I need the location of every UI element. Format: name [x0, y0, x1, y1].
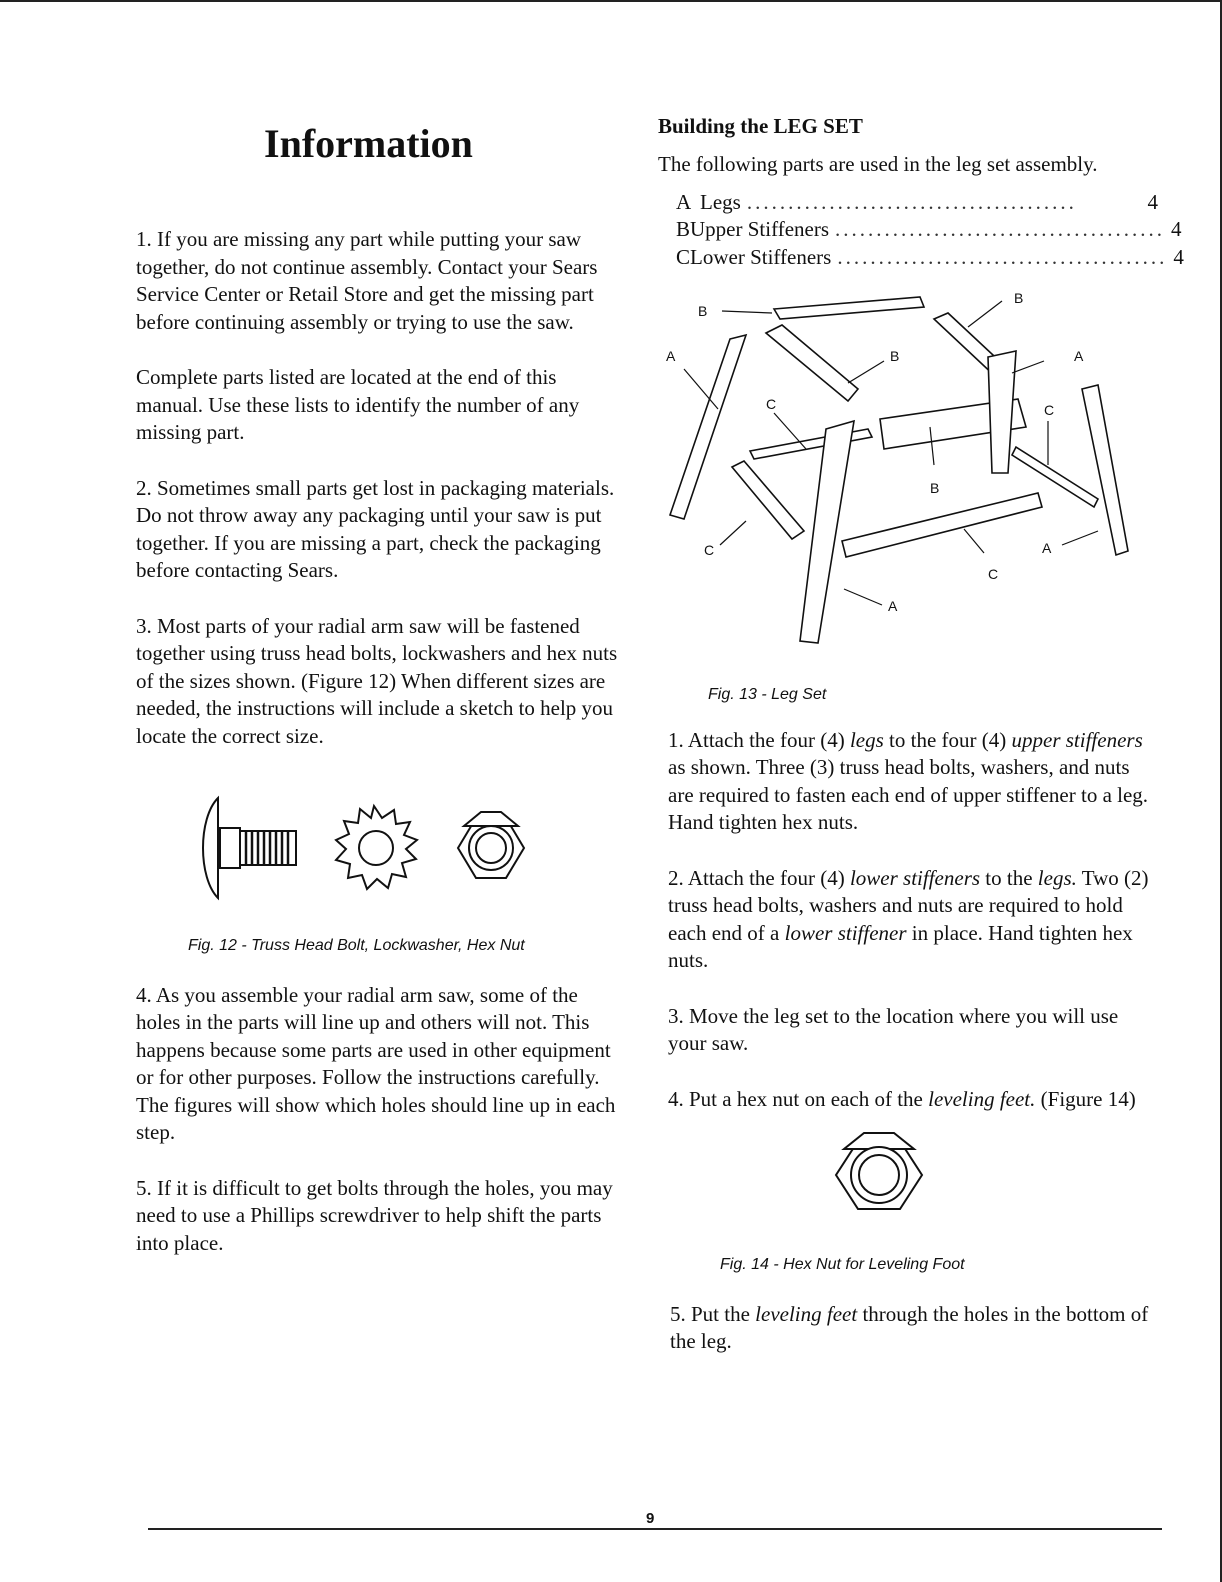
label-a: A	[1042, 540, 1052, 556]
parts-intro: The following parts are used in the leg set assembly.	[658, 152, 1098, 176]
lower-stiffener-part	[750, 429, 872, 459]
label-b: B	[930, 480, 940, 496]
top-border	[0, 0, 1222, 2]
step-5: 5. Put the leveling feet through the holes in the bottom of the leg.	[670, 1301, 1149, 1353]
upper-stiffener-part	[774, 297, 924, 319]
bolt-washer-nut-illustration	[136, 778, 626, 918]
step-1: 1. Attach the four (4) legs to the four (4) upper stiffeners as shown. Three (3) truss head bolts, washers, and nuts are required to fasten each end of upper stiffener to a leg. Hand tighten hex nuts.	[668, 727, 1149, 834]
leg-part	[1082, 385, 1128, 555]
lockwasher-icon	[336, 806, 417, 889]
upper-stiffener-part	[766, 325, 858, 401]
hex-nut-icon	[836, 1133, 922, 1209]
info-paragraph-3: 2. Sometimes small parts get lost in packaging materials. Do not throw away any packaging until your saw is put together. If you are missing a part, check the packaging before contacting Sears.	[136, 475, 615, 582]
info-paragraph-2: Complete parts listed are located at the end of this manual. Use these lists to identify the number of any missing part.	[136, 365, 580, 444]
left-column	[136, 118, 626, 1285]
truss-head-bolt-icon	[203, 798, 296, 898]
info-paragraph-6: 5. If it is difficult to get bolts through the holes, you may need to use a Phillips screwdriver to help shift the parts into place.	[136, 1175, 613, 1255]
figure-12	[136, 778, 626, 960]
part-row-lower-stiffeners: C Lower Stiffeners ........................................ 4	[676, 244, 1184, 269]
label-c: C	[704, 542, 715, 558]
step-3: 3. Move the leg set to the location where you will use your saw.	[668, 1003, 1119, 1055]
page-title: Information	[264, 121, 473, 166]
info-paragraph-5: 4. As you assemble your radial arm saw, some of the holes in the parts will line up and others will not. This happens because some parts are used in other equipment or for other purposes. Follow the instructions carefully. The figures will show which holes should line up in each step.	[136, 982, 616, 1144]
label-b: B	[890, 348, 900, 364]
footer-rule	[148, 1528, 1162, 1530]
label-c: C	[1044, 402, 1055, 418]
lower-stiffener-part	[732, 461, 804, 539]
step-2: 2. Attach the four (4) lower stiffeners to the legs. Two (2) truss head bolts, washers and nuts are required to hold each end of a lower stiffener in place. Hand tighten hex nuts.	[668, 865, 1149, 972]
hex-nut-leveling-foot-illustration	[658, 1121, 1158, 1221]
page-number: 9	[646, 1510, 655, 1527]
info-paragraph-1: 1. If you are missing any part while putting your saw together, do not continue assembly. Contact your Sears Service Center or Retail Store and get the missing part before continuing assembly or trying to use the saw.	[136, 227, 598, 334]
hex-nut-icon	[458, 812, 524, 878]
label-c: C	[766, 396, 777, 412]
leg-part	[670, 335, 746, 519]
parts-list	[676, 189, 1184, 272]
label-a: A	[1074, 348, 1084, 364]
label-b: B	[698, 303, 708, 319]
label-b: B	[1014, 290, 1024, 306]
part-row-upper-stiffeners: B Upper Stiffeners ........................................ 4	[676, 217, 1182, 241]
figure-13-caption: Fig. 13 - Leg Set	[708, 686, 827, 703]
section-heading: Building the LEG SET	[658, 114, 863, 138]
leg-part	[800, 421, 854, 643]
step-4: 4. Put a hex nut on each of the leveling feet. (Figure 14)	[668, 1086, 1136, 1111]
figure-12-caption: Fig. 12 - Truss Head Bolt, Lockwasher, Hex Nut	[188, 937, 525, 954]
figure-14-caption: Fig. 14 - Hex Nut for Leveling Foot	[720, 1256, 965, 1273]
leg-set-diagram	[658, 289, 1158, 679]
info-paragraph-4: 3. Most parts of your radial arm saw will be fastened together using truss head bolts, lockwashers and hex nuts of the sizes shown. (Figure 12) When different sizes are needed, the instructions will include a sketch to help you locate the correct size.	[136, 613, 618, 748]
part-row-legs: A Legs ........................................ 4	[676, 189, 1158, 214]
label-c: C	[988, 566, 999, 582]
figure-14	[658, 1121, 1158, 1279]
lower-stiffener-part	[842, 493, 1042, 557]
figure-13	[658, 289, 1158, 709]
right-column	[658, 112, 1184, 1384]
label-a: A	[666, 348, 676, 364]
label-a: A	[888, 598, 898, 614]
